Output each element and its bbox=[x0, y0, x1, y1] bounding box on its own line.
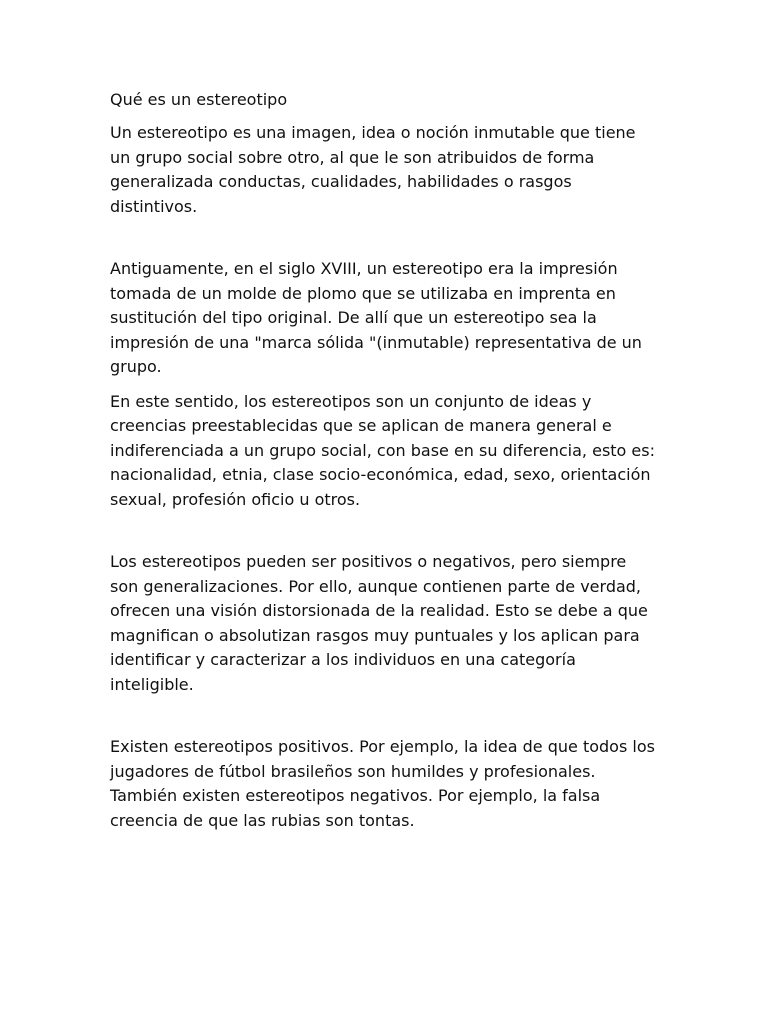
paragraph-definition: Un estereotipo es una imagen, idea o noción inmutable que tiene un grupo social sobre otro, al que le son atribuidos de forma generalizada conductas, cualidades, habilidades o rasgos distintivos. bbox=[110, 123, 636, 216]
paragraph-sense: En este sentido, los estereotipos son un conjunto de ideas y creencias preestablecidas que se aplican de manera general e indiferenciada a un grupo social, con base en su diferencia, esto es: nacionalidad, etnia, clase socio-económica, edad, sexo, orientación sexual, profesión oficio u otros. bbox=[110, 391, 655, 509]
document-title: Qué es un estereotipo bbox=[110, 90, 288, 109]
paragraph-examples: Existen estereotipos positivos. Por ejemplo, la idea de que todos los jugadores de fútbol brasileños son humildes y profesionales. También existen estereotipos negativos. Por ejemplo, la falsa creencia de que las rubias son tontas. bbox=[110, 737, 655, 830]
paragraph-generalizations: Los estereotipos pueden ser positivos o negativos, pero siempre son generalizaciones. Por ello, aunque contienen parte de verdad, ofrecen una visión distorsionada de la realidad. Esto se debe a que magnifican o absolutizan rasgos muy puntuales y los aplican para identificar y caracterizar a los individuos en una categoría inteligible. bbox=[110, 552, 648, 694]
paragraph-history: Antiguamente, en el siglo XVIII, un estereotipo era la impresión tomada de un molde de plomo que se utilizaba en imprenta en sustitución del tipo original. De allí que un estereotipo sea la impresión de una "marca sólida "(inmutable) representativa de un grupo. bbox=[110, 259, 642, 376]
